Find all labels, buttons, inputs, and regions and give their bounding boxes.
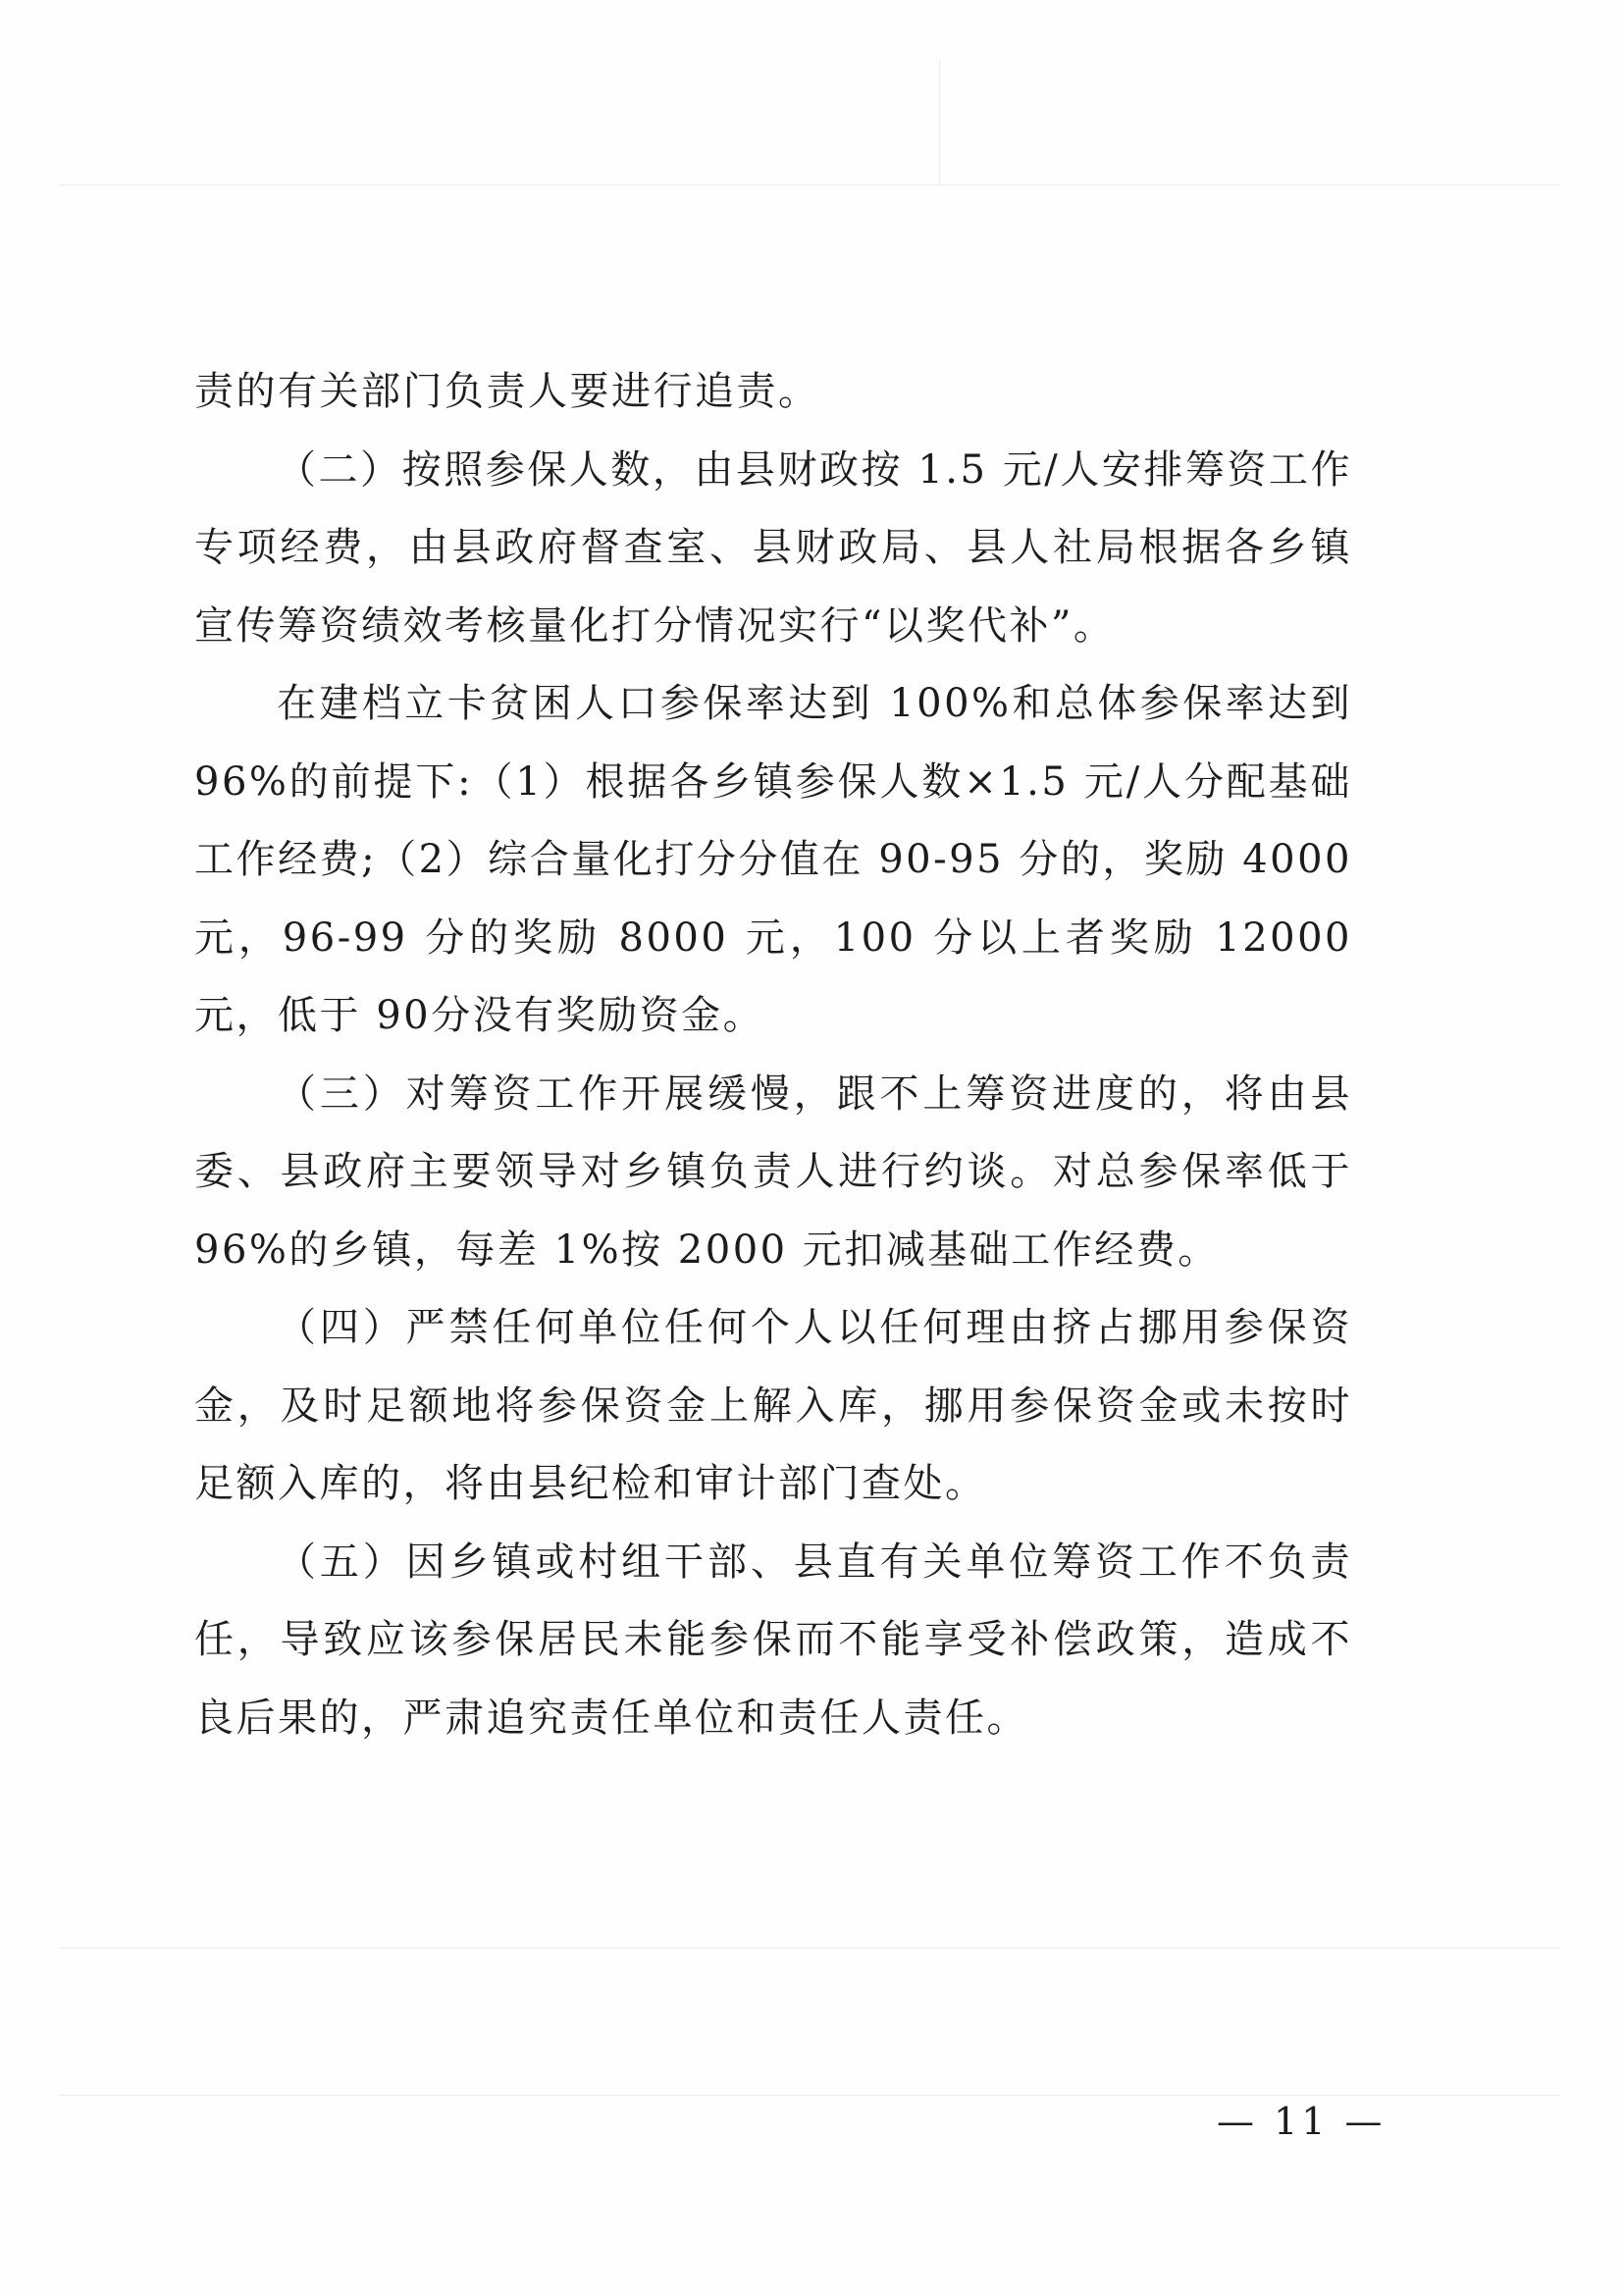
paragraph-item-2: （二）按照参保人数，由县财政按 1.5 元/人安排筹资工作专项经费，由县政府督查室、县财政局、县人社局根据各乡镇宣传筹资绩效考核量化打分情况实行“以奖代补”。 xyxy=(194,446,1352,649)
page-number: — 11 — xyxy=(1217,2100,1387,2143)
scan-artifact-line xyxy=(59,2095,1560,2096)
paragraph-item-4: （四）严禁任何单位任何个人以任何理由挤占挪用参保资金，及时足额地将参保资金上解入库，挪用参保资金或未按时足额入库的，将由县纪检和审计部门查处。 xyxy=(194,1305,1352,1506)
paragraph-item-5: （五）因乡镇或村组干部、县直有关单位筹资工作不负责任，导致应该参保居民未能参保而不能享受补偿政策，造成不良后果的，严肃追究责任单位和责任人责任。 xyxy=(194,1539,1352,1741)
paragraph-continuation: 责的有关部门负责人要进行追责。 xyxy=(194,369,820,414)
scan-artifact-line xyxy=(939,59,940,186)
paragraph-reward-rules: 在建档立卡贫困人口参保率达到 100%和总体参保率达到96%的前提下:（1）根据各乡镇参保人数×1.5 元/人分配基础工作经费;（2）综合量化打分分值在 90-95 分的，奖励 4000 元，96-99 分的奖励 8000 元，100 分以上者奖励 12000 元，低于 90分没有奖励资金。 xyxy=(194,681,1352,1038)
scan-artifact-line xyxy=(59,1948,1560,1949)
paragraph-item-3: （三）对筹资工作开展缓慢，跟不上筹资进度的，将由县委、县政府主要领导对乡镇负责人进行约谈。对总参保率低于96%的乡镇，每差 1%按 2000 元扣减基础工作经费。 xyxy=(194,1070,1352,1273)
scan-artifact-line xyxy=(59,184,1560,185)
document-body xyxy=(194,353,1352,1757)
